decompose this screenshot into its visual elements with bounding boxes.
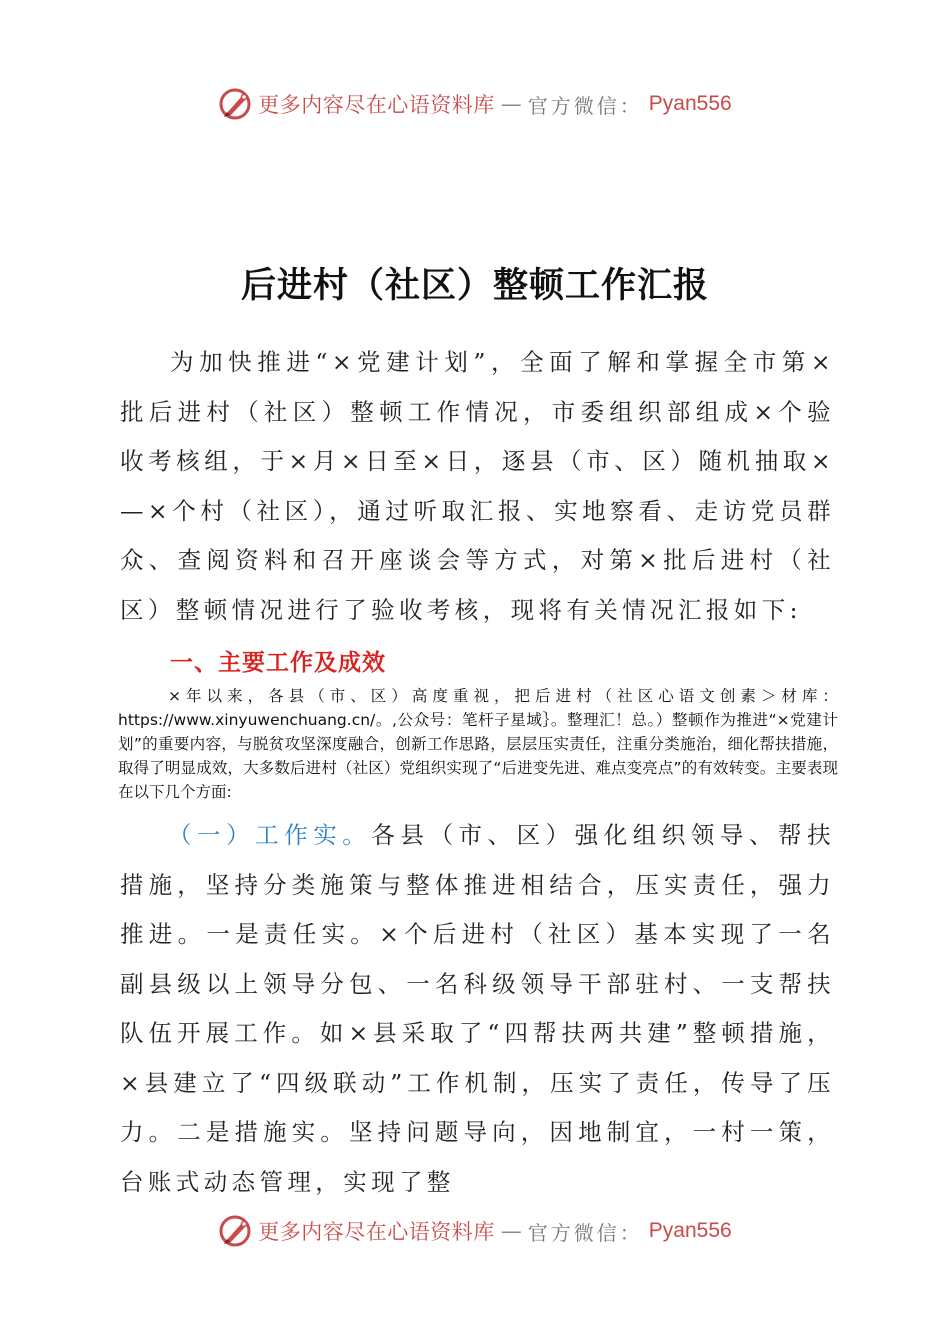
intro-paragraph: 为加快推进“×党建计划”，全面了解和掌握全市第×批后进村（社区）整顿工作情况，市委组织部组成×个验收考核组，于×月×日至×日，逐县（市、区）随机抽取×—×个村（社区），通过听取汇报、实地察看、走访党员群众、查阅资料和召开座谈会等方式，对第×批后进村（社区）整顿情况进行了验收考核，现将有关情况汇报如下: — [120, 348, 835, 624]
document-title: 后进村（社区）整顿工作汇报 — [240, 266, 709, 306]
subsection-body: 各县（市、区）强化组织领导、帮扶措施，坚持分类施策与整体推进相结合，压实责任，强力推进。一是责任实。×个后进村（社区）基本实现了一名副县级以上领导分包、一名科级领导干部驻村、一支帮扶队伍开展工作。如×县采取了“四帮扶两共建”整顿措施，×县建立了“四级联动”工作机制，压实了责任，传导了压力。二是措施实。坚持问题导向，因地制宜，一村一策，台账式动态管理，实现了整 — [120, 821, 835, 1196]
banner-wechat-id: Pyan556 — [648, 92, 732, 115]
header-banner — [0, 84, 950, 124]
banner-dash: — — [500, 1219, 522, 1243]
subsection-heading: （一）工作实。 — [168, 821, 372, 849]
banner-dash: — — [500, 92, 522, 116]
footer-banner — [0, 1211, 950, 1251]
section-body-paragraph: ×年以来，各县（市、区）高度重视，把后进村（社区心语文创素＞材库：https://www.xinyuwenchuang.cn/。,公众号：笔杆子星域｝。整理汇！总。）整顿作为推进“×党建计划”的重要内容，与脱贫攻坚深度融合，创新工作思路，层层压实责任，注重分类施治，细化帮扶措施，取得了明显成效，大多数后进村（社区）党组织实现了“后进变先进、难点变亮点”的有效转变。主要表现在以下几个方面: — [118, 687, 838, 801]
pen-logo-icon — [218, 1214, 252, 1248]
section-heading: 一、主要工作及成效 — [170, 650, 386, 676]
banner-wechat-label: 官方微信： — [527, 1220, 643, 1245]
banner-wechat-id: Pyan556 — [648, 1219, 732, 1242]
banner-main-text: 更多内容尽在心语资料库 — [258, 93, 495, 117]
banner-main-text: 更多内容尽在心语资料库 — [258, 1220, 495, 1244]
pen-logo-icon — [218, 87, 252, 121]
banner-wechat-label: 官方微信： — [527, 93, 643, 118]
subsection-paragraph — [120, 811, 835, 1207]
